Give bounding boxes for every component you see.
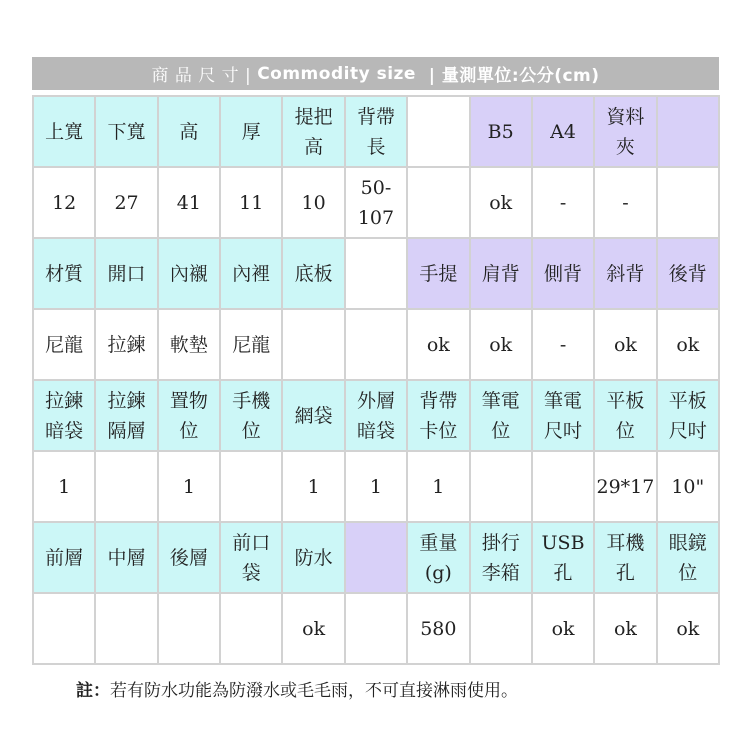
header-cell: 手提 [407,238,469,309]
value-cell: 580 [407,593,469,664]
value-cell [345,309,407,380]
header-cell: 筆電 尺吋 [532,380,594,451]
value-cell: 27 [95,167,157,238]
value-cell [220,451,282,522]
table-row [33,309,719,380]
table-row [33,593,719,664]
table-row [33,451,719,522]
header-cell: 前口 袋 [220,522,282,593]
value-cell: ok [532,593,594,664]
value-cell: 1 [407,451,469,522]
header-cell: 拉鍊 隔層 [95,380,157,451]
value-cell: ok [594,593,656,664]
value-cell: ok [657,593,719,664]
header-cell [657,96,719,167]
value-cell [470,593,532,664]
footnote-label: 註： [76,681,110,701]
header-cell: 後背 [657,238,719,309]
header-cell: 厚 [220,96,282,167]
header-cell: 網袋 [282,380,344,451]
value-cell: ok [282,593,344,664]
spec-table-body [33,96,719,664]
value-cell [407,167,469,238]
value-cell: 尼龍 [220,309,282,380]
value-cell [95,593,157,664]
value-cell: - [532,309,594,380]
header-bar [32,57,719,90]
value-cell: - [594,167,656,238]
value-cell [282,309,344,380]
header-cell: 提把 高 [282,96,344,167]
footnote-text: 若有防水功能為防潑水或毛毛雨，不可直接淋雨使用。 [110,681,518,701]
header-cell: 防水 [282,522,344,593]
value-cell: 1 [345,451,407,522]
header-cell: 外層 暗袋 [345,380,407,451]
header-cell: 背帶 長 [345,96,407,167]
value-cell: 尼龍 [33,309,95,380]
header-cell: 眼鏡 位 [657,522,719,593]
header-cell [345,238,407,309]
value-cell: ok [594,309,656,380]
value-cell: 拉鍊 [95,309,157,380]
value-cell: 29*17 [594,451,656,522]
header-cell: B5 [470,96,532,167]
header-cell: 平板 尺吋 [657,380,719,451]
header-cell: 背帶 卡位 [407,380,469,451]
value-cell [657,167,719,238]
table-row [33,380,719,451]
header-cell: 中層 [95,522,157,593]
header-cell: 掛行 李箱 [470,522,532,593]
value-cell [33,593,95,664]
header-cell: 筆電 位 [470,380,532,451]
header-cell: 下寬 [95,96,157,167]
table-row [33,167,719,238]
value-cell: 41 [158,167,220,238]
value-cell: - [532,167,594,238]
spec-table [32,95,720,665]
value-cell: 1 [282,451,344,522]
value-cell [158,593,220,664]
value-cell: 軟墊 [158,309,220,380]
header-cell [345,522,407,593]
header-cell: 側背 [532,238,594,309]
header-title-en: Commodity size [257,63,416,84]
header-cell: 置物 位 [158,380,220,451]
header-cell: 斜背 [594,238,656,309]
value-cell [220,593,282,664]
value-cell [470,451,532,522]
header-cell: 手機 位 [220,380,282,451]
footnote [76,676,518,701]
value-cell: 50-107 [345,167,407,238]
header-cell: 高 [158,96,220,167]
table-row [33,238,719,309]
header-cell: 前層 [33,522,95,593]
header-cell: 底板 [282,238,344,309]
value-cell: 10" [657,451,719,522]
header-cell: 耳機 孔 [594,522,656,593]
header-cell: 內襯 [158,238,220,309]
value-cell [95,451,157,522]
table-row [33,96,719,167]
table-row [33,522,719,593]
value-cell [345,593,407,664]
header-cell: A4 [532,96,594,167]
header-cell: 上寬 [33,96,95,167]
header-cell [407,96,469,167]
header-cell: 平板 位 [594,380,656,451]
value-cell: 10 [282,167,344,238]
header-title-zh: 商 品 尺 寸 | [151,66,258,86]
value-cell [532,451,594,522]
header-cell: 重量 (g) [407,522,469,593]
header-cell: 材質 [33,238,95,309]
value-cell: ok [407,309,469,380]
header-cell: 後層 [158,522,220,593]
value-cell: 1 [33,451,95,522]
value-cell: 11 [220,167,282,238]
header-cell: 拉鍊 暗袋 [33,380,95,451]
header-cell: 開口 [95,238,157,309]
value-cell: ok [470,167,532,238]
header-cell: 資料 夾 [594,96,656,167]
value-cell: 1 [158,451,220,522]
value-cell: 12 [33,167,95,238]
header-cell: 內裡 [220,238,282,309]
header-unit: | 量測單位:公分(cm) [415,66,600,86]
header-cell: USB 孔 [532,522,594,593]
header-cell: 肩背 [470,238,532,309]
value-cell: ok [470,309,532,380]
value-cell: ok [657,309,719,380]
